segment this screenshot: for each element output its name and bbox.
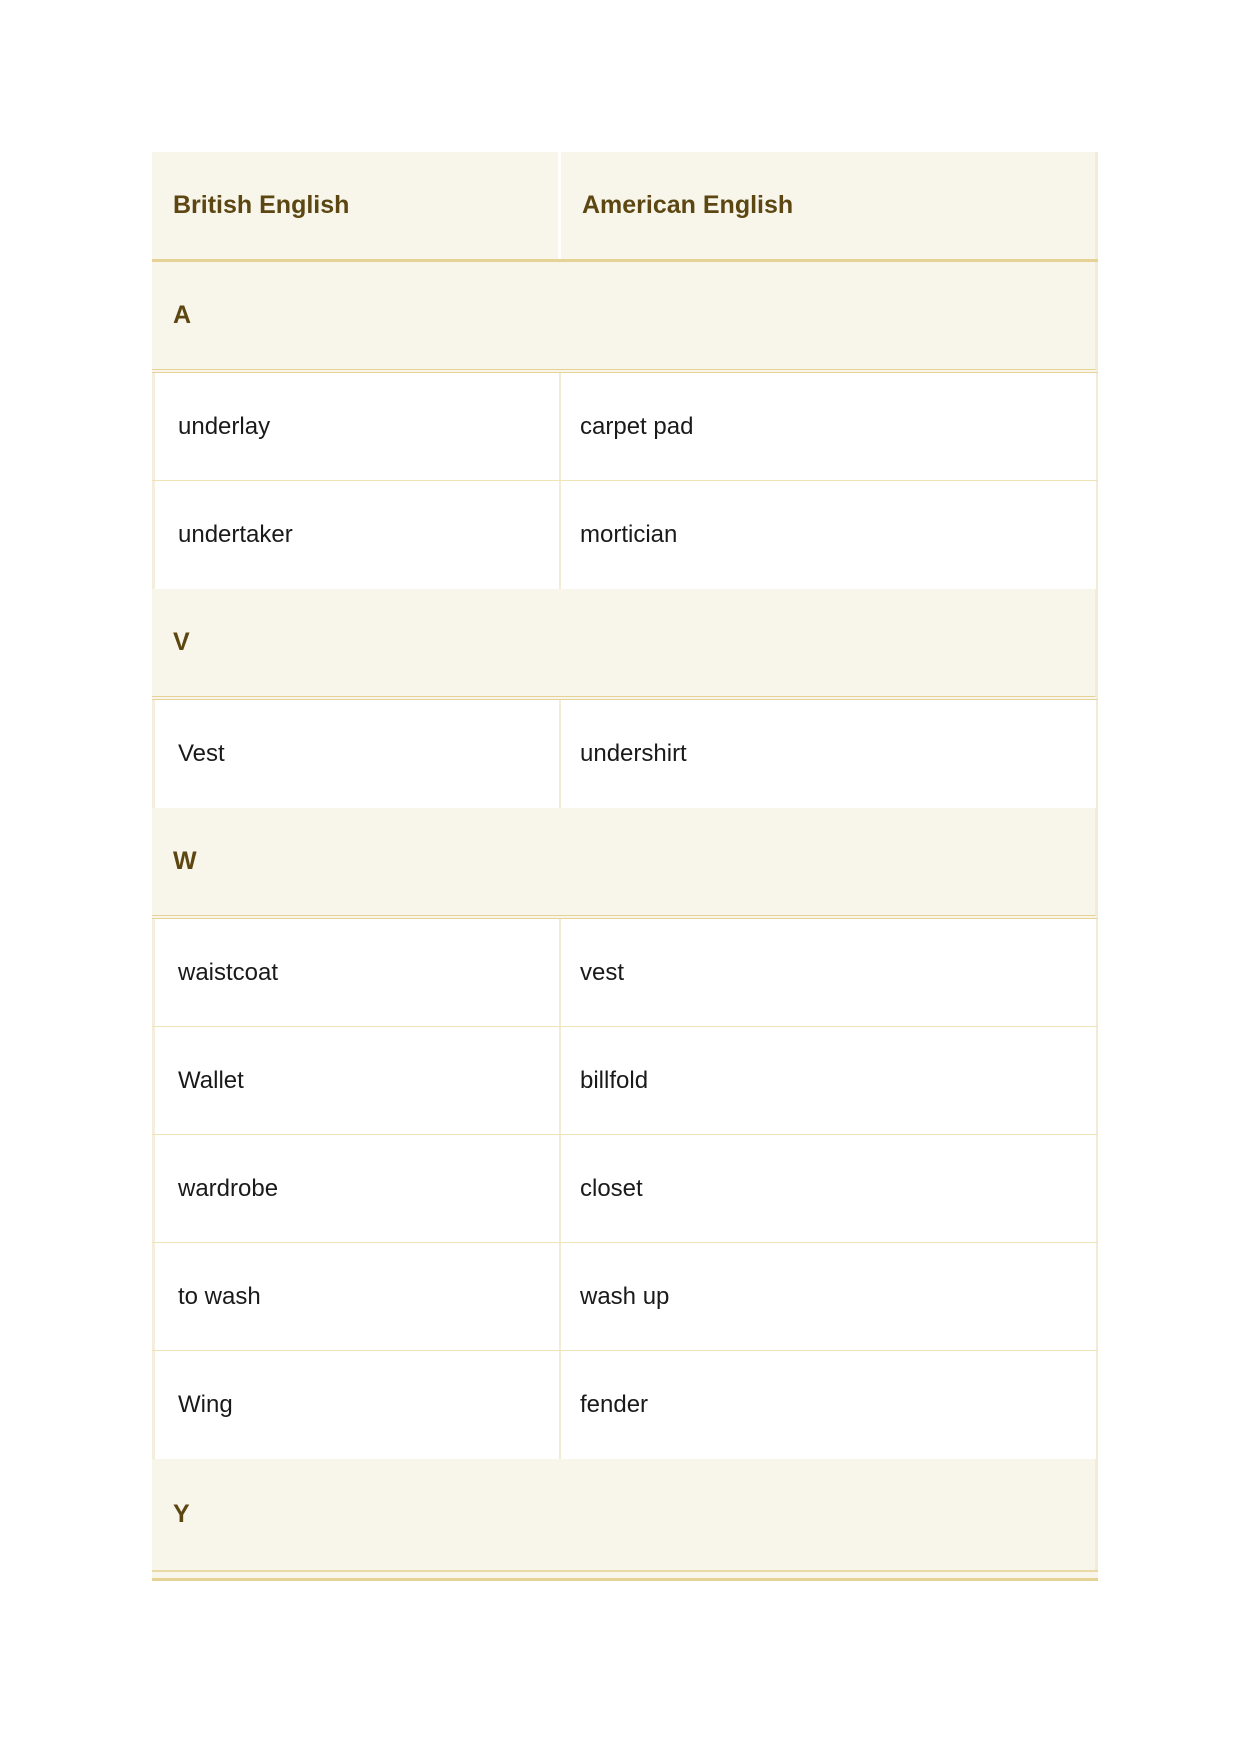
- section-letter: Y: [173, 1500, 190, 1528]
- table-header-row: [152, 152, 1098, 262]
- table-row: [152, 1027, 1098, 1135]
- american-term: carpet pad: [561, 373, 1098, 480]
- american-term: fender: [561, 1351, 1098, 1459]
- american-term: mortician: [561, 481, 1098, 589]
- british-term: Vest: [152, 700, 561, 808]
- american-term: wash up: [561, 1243, 1098, 1350]
- american-term: closet: [561, 1135, 1098, 1242]
- british-term: waistcoat: [152, 919, 561, 1026]
- table-bottom-border: [152, 1570, 1098, 1581]
- section-letter-row: [152, 808, 1098, 919]
- american-term: undershirt: [561, 700, 1098, 808]
- section-letter-row: [152, 262, 1098, 373]
- british-term: undertaker: [152, 481, 561, 589]
- header-american-english: American English: [561, 152, 1098, 259]
- table-row: [152, 1243, 1098, 1351]
- table-row: [152, 1135, 1098, 1243]
- section-letter: A: [173, 301, 192, 329]
- british-term: underlay: [152, 373, 561, 480]
- table-row: [152, 481, 1098, 589]
- british-term: to wash: [152, 1243, 561, 1350]
- british-term: wardrobe: [152, 1135, 561, 1242]
- american-term: vest: [561, 919, 1098, 1026]
- section-letter: V: [173, 628, 190, 656]
- table-row: [152, 373, 1098, 481]
- british-term: Wallet: [152, 1027, 561, 1134]
- section-letter-row: [152, 1459, 1098, 1570]
- vocabulary-table: [152, 152, 1098, 1581]
- section-letter-row: [152, 589, 1098, 700]
- british-term: Wing: [152, 1351, 561, 1459]
- table-row: [152, 1351, 1098, 1459]
- table-row: [152, 700, 1098, 808]
- section-letter: W: [173, 847, 197, 875]
- table-row: [152, 919, 1098, 1027]
- american-term: billfold: [561, 1027, 1098, 1134]
- header-british-english: British English: [152, 152, 561, 259]
